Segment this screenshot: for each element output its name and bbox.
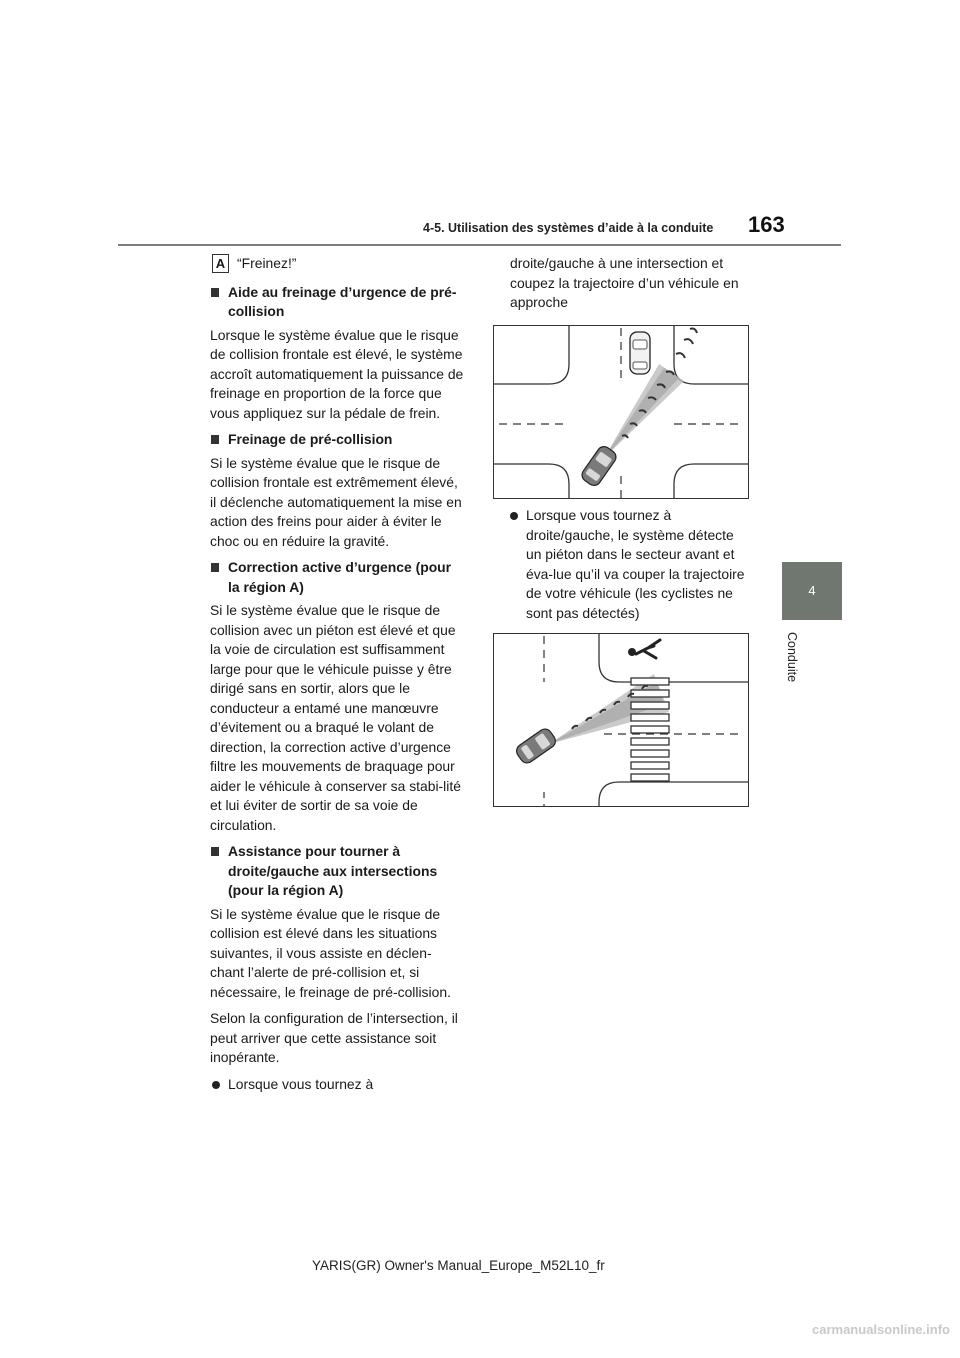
curb-line bbox=[674, 326, 748, 384]
chapter-number: 4 bbox=[808, 583, 816, 598]
heading-text: Assistance pour tourner à droite/gauche aux intersections (pour la région A) bbox=[228, 843, 438, 898]
paragraph: Si le système évalue que le risque de collision avec un piéton est élevé et que la voie de circulation est suffisamment large pour que le véhicule puisse y être dirigé sans en sortir, alors que le conducteur a entamé une manœuvre d’évitement ou a braqué le volant de direction, la correction active d’urgence filtre les mouvements de braquage pour aider le véhicule à conserver sa stabi-lité et lui éviter de sortir de sa voie de circulation. bbox=[210, 602, 461, 833]
heading-text: Aide au freinage d’urgence de pré-collision bbox=[228, 283, 457, 319]
bullet-dot-icon bbox=[212, 1081, 220, 1089]
watermark: carmanualsonline.info bbox=[812, 1322, 950, 1337]
curb-line bbox=[599, 782, 748, 806]
heading-text: Freinage de pré-collision bbox=[228, 431, 393, 447]
chapter-label-wrap bbox=[781, 632, 805, 692]
paragraph: Si le système évalue que le risque de collision frontale est extrêmement élevé, il déclenche automatiquement la mise en action des freins pour aider à éviter le choc ou en réduire la gravité. bbox=[210, 454, 462, 549]
square-bullet-icon bbox=[211, 847, 219, 856]
chapter-tab bbox=[782, 562, 842, 620]
bullet-item bbox=[210, 1075, 465, 1095]
heading-intersection-turn-assist bbox=[210, 842, 465, 901]
figure-pedestrian-crossing bbox=[493, 633, 749, 807]
bullet-continuation: droite/gauche à une intersection et coupez la trajectoire d’un véhicule en approche bbox=[510, 255, 739, 310]
bullet-text: Lorsque vous tournez à bbox=[228, 1075, 374, 1092]
left-column bbox=[210, 254, 465, 1101]
square-bullet-icon bbox=[211, 435, 219, 444]
figure-oncoming-vehicle bbox=[493, 325, 749, 499]
paragraph: Selon la configuration de l’intersection, il peut arriver que cette assistance soit inopérante. bbox=[210, 1010, 458, 1065]
square-bullet-icon bbox=[211, 288, 219, 297]
crosswalk bbox=[631, 678, 669, 781]
sensor-beam-core bbox=[604, 368, 679, 458]
paragraph: Si le système évalue que le risque de collision est élevé dans les situations suivantes, il vous assiste en déclen-chant l’alerte de pré-collision et, si nécessaire, le freinage de pré-collision. bbox=[210, 905, 451, 1000]
bullet-item bbox=[508, 506, 748, 623]
intersection-illustration bbox=[494, 326, 748, 498]
oncoming-vehicle bbox=[630, 332, 650, 374]
pedestrian-icon bbox=[628, 640, 660, 658]
callout-text: “Freinez!” bbox=[237, 255, 297, 271]
bullet-dot-icon bbox=[510, 512, 518, 520]
callout-letter: A bbox=[212, 254, 229, 273]
own-vehicle bbox=[579, 444, 618, 488]
heading-active-emergency-correction bbox=[210, 558, 465, 597]
heading-pre-collision-braking bbox=[210, 430, 465, 450]
footer-manual-id: YARIS(GR) Owner's Manual_Europe_M52L10_fr bbox=[312, 1258, 605, 1273]
crosswalk-illustration bbox=[494, 634, 748, 806]
page-number: 163 bbox=[748, 212, 785, 237]
curb-line bbox=[599, 634, 748, 682]
chapter-label: Conduite bbox=[785, 632, 799, 683]
own-vehicle bbox=[514, 726, 558, 765]
curb-line bbox=[494, 326, 569, 384]
callout bbox=[212, 254, 465, 274]
header-divider bbox=[118, 244, 841, 246]
right-column bbox=[508, 254, 748, 320]
heading-emergency-brake-assist bbox=[210, 283, 465, 322]
curb-line bbox=[674, 464, 748, 498]
curb-line bbox=[494, 464, 569, 498]
bullet-text: Lorsque vous tournez à droite/gauche, le système détecte un piéton dans le secteur avant et éva-lue qu’il va couper la trajectoire de votre véhicule (les cyclistes ne sont pas détectés) bbox=[526, 507, 745, 621]
heading-text: Correction active d’urgence (pour la région A) bbox=[228, 559, 452, 595]
paragraph: Lorsque le système évalue que le risque de collision frontale est élevé, le système accroît automatiquement la puissance de freinage en proportion de la force que vous appliquez sur la pédale de frein. bbox=[210, 326, 464, 421]
right-bullet bbox=[508, 506, 748, 630]
square-bullet-icon bbox=[211, 563, 219, 572]
section-title: 4-5. Utilisation des systèmes d’aide à la conduite bbox=[423, 221, 714, 235]
